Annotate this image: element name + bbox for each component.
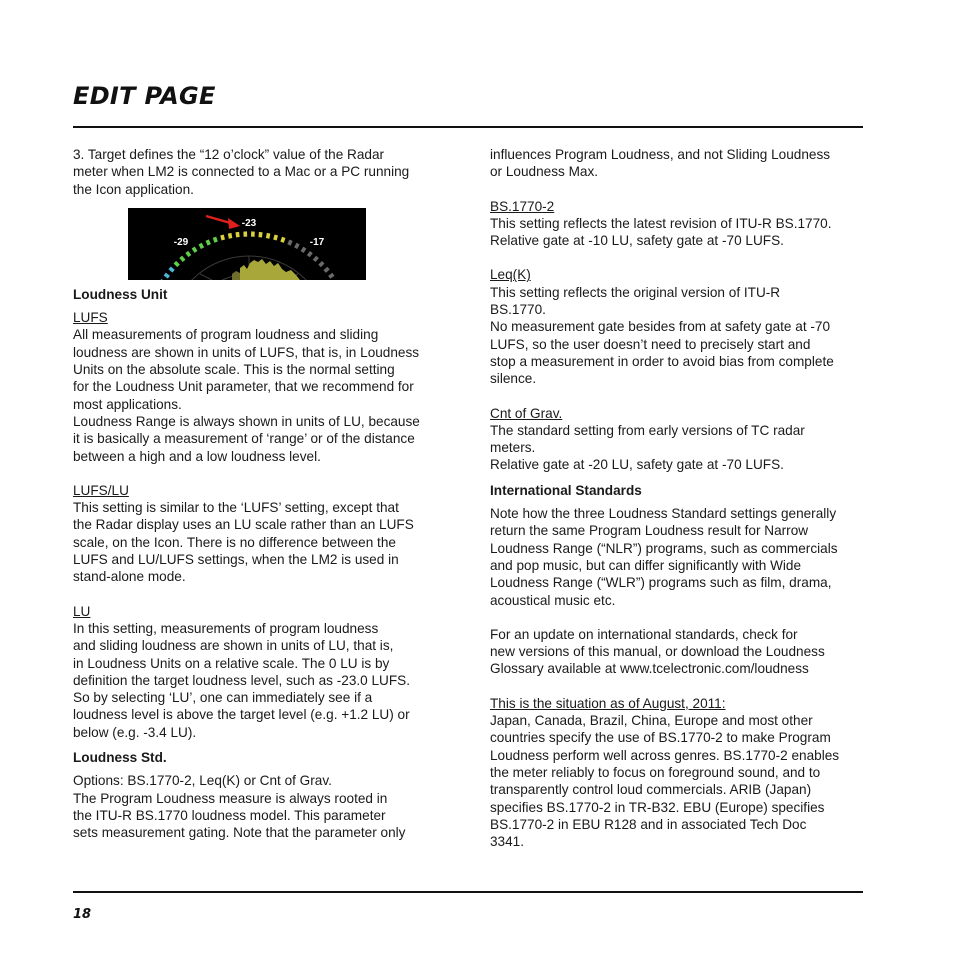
cnt-of-grav-subheading: Cnt of Grav. [490, 405, 563, 421]
header-rule [73, 126, 863, 128]
lufs-lu-subheading: LUFS/LU [73, 482, 129, 498]
bs1770-paragraph: This setting reflects the latest revision of ITU-R BS.1770. Relative gate at -10 LU, safety gate at -70 LUFS. [490, 215, 832, 249]
cnt-of-grav-paragraph: The standard setting from early versions of TC radar meters. Relative gate at -20 LU, safety gate at -70 LUFS. [490, 422, 805, 473]
page-title: EDIT PAGE [73, 82, 216, 110]
radar-label-center: -23 [241, 217, 257, 229]
lufs-lu-paragraph: This setting is similar to the ‘LUFS’ setting, except that the Radar display uses an LU scale rather than an LUFS scale, on the Icon. There is no difference between the LUFS and LU/LUFS settings, when the LM2 is used in stand-alone mode. [73, 500, 414, 585]
situation-subheading: This is the situation as of August, 2011: [490, 695, 726, 711]
page-number: 18 [73, 907, 92, 922]
update-paragraph: For an update on international standards, check for new versions of this manual, or download the Loudness Glossary available at www.tcelectronic.com/loudness [490, 626, 825, 677]
continuation-paragraph: influences Program Loudness, and not Sliding Loudness or Loudness Max. [490, 147, 831, 180]
international-standards-heading: International Standards [490, 482, 642, 498]
radar-ring-segment [243, 231, 247, 236]
target-intro-paragraph: 3. Target defines the “12 o’clock” value of the Radar meter when LM2 is connected to a Mac or a PC running the Icon application. [73, 147, 410, 197]
radar-ring-segment [258, 232, 262, 238]
footer-rule [73, 891, 863, 893]
radar-label-right: -17 [309, 236, 325, 248]
bs1770-subheading: BS.1770-2 [490, 198, 555, 214]
radar-meter-image [128, 208, 366, 280]
international-standards-paragraph: Note how the three Loudness Standard settings generally return the same Program Loudness result for Narrow Loudness Range (“NLR”) programs, such as commercials and pop music, but can differ significantly with Wide Loudness Range (“WLR”) programs such as film, drama, acoustical music etc. [490, 506, 838, 608]
loudness-std-paragraph: Options: BS.1770-2, Leq(K) or Cnt of Grav. The Program Loudness measure is always rooted in the ITU-R BS.1770 loudness model. This parameter sets measurement gating. Note that the parameter only [73, 773, 406, 841]
left-column [73, 146, 453, 842]
loudness-std-heading: Loudness Std. [73, 750, 167, 766]
lu-subheading: LU [73, 603, 91, 619]
leqk-subheading: Leq(K) [490, 267, 531, 283]
situation-paragraph: Japan, Canada, Brazil, China, Europe and most other countries specify the use of BS.1770-2 to make Program Loudness perform well across genres. BS.1770-2 enables the meter reliably to focus on foreground sound, and to transparently control loud commercials. ARIB (Japan) specifies BS.1770-2 in TR-B32. EBU (Europe) specifies BS.1770-2 in EBU R128 and in associated Tech Doc 3341. [490, 713, 840, 850]
radar-ring-segment [251, 231, 255, 236]
lu-paragraph: In this setting, measurements of program loudness and sliding loudness are shown in units of LU, that is, in Loudness Units on a relative scale. The 0 LU is by definition the target loudness level, such as -23.0 LUFS. So by selecting ‘LU’, one can immediately see if a loudness level is above the target level (e.g. +1.2 LU) or below (e.g. -3.4 LU). [73, 620, 411, 740]
radar-label-left: -29 [173, 236, 189, 248]
lufs-paragraph: All measurements of program loudness and sliding loudness are shown in units of LUFS, that is, in Loudness Units on the absolute scale. This is the normal setting for the Loudness Unit parameter, that we recommend for most applications. Loudness Range is always shown in units of LU, because it is basically a measurement of ‘range’ or of the distance between a high and a low loudness level. [73, 327, 420, 464]
leqk-paragraph: This setting reflects the original version of ITU-R BS.1770. No measurement gate besides from at safety gate at -70 LUFS, so the user doesn’t need to precisely start and stop a measurement in order to avoid bias from complete silence. [490, 284, 834, 387]
right-column [490, 146, 870, 850]
loudness-unit-heading: Loudness Unit [73, 286, 168, 302]
lufs-subheading: LUFS [73, 310, 108, 326]
radar-ring-segment [236, 232, 240, 238]
